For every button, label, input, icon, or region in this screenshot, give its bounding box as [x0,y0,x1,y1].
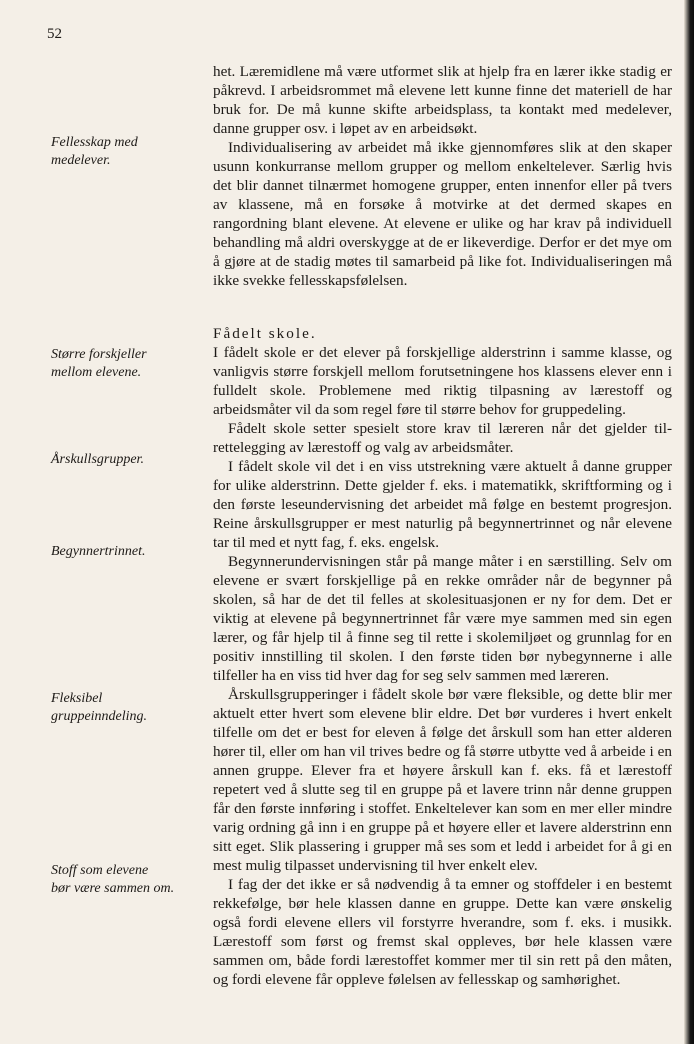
margin-note-stoff [51,862,201,898]
paragraph: I fådelt skole vil det i en viss utstrekning være aktuelt å danne grupper for ulike alderstrinn. Dette gjelder f. eks. i matematikk, skriftforming og i den første leseundervisning det arbeidet må følge en bestemt progresjon. Reine årskullsgrupper er mest naturlig på begynnertrinnet og når elevene tar til med et nytt fag, f. eks. engelsk. [213,458,672,551]
paragraph: het. Læremidlene må være utformet slik at hjelp fra en lærer ikke stadig er påkrevd. I arbeidsrommet må elevene lett kunne finne det materiell de har bruk for. De må kunne skifte arbeidsplass, ta kontakt med medelever, danne grupper osv. i løpet av en arbeidsøkt. [213,63,672,137]
paragraph: Fådelt skole setter spesielt store krav til læreren når det gjelder tilrettelegging av lærestoff og valg av arbeidsmåter. [213,420,672,456]
margin-note-fleksibel [51,690,201,726]
margin-note-line: Fellesskap med [51,135,138,150]
page-number: 52 [47,26,62,42]
section-heading: Fådelt skole. [213,325,317,342]
paragraph: Individualisering av arbeidet må ikke gjennomføres slik at den skaper usunn konkurranse mellom grupper og mellom enkeltelever. Særlig hvis det blir dannet tilnærmet homogene grupper, enten innenfor eller på tvers av klassene, må en forsøke å motvirke at det dermed skapes en rangordning blant elevene. At elevene er ulike og har krav på individuell behandling må aldri overskygge at de er likeverdige. Derfor er det mye om å gjøre at de stadig møtes til samarbeid på like fot. Individualiseringen må ikke svekke fellesskapsfølelsen. [213,139,672,289]
margin-note-line: mellom elevene. [51,365,142,380]
paragraph: Begynnerundervisningen står på mange måter i en særstilling. Selv om elevene er svært forskjellige på en rekke områder når de begynner på skolen, så har de det til felles at skolesituasjonen er ny for dem. Det er viktig at elevene på begynnertrinnet får være mye sammen med sin egen lærer, og får hjelp til å finne seg til rette i skolemiljøet og grunnlag for en positiv innstilling til skolen. I den første tiden bør nybegynnerne i alle tilfeller ha en viss tid hver dag for seg selv sammen med læreren. [213,553,672,684]
margin-note-line: medelever. [51,153,111,168]
margin-note-line: Stoff som elevene [51,863,149,878]
margin-note-fellesskap [51,134,201,170]
margin-note-line: gruppeinndeling. [51,709,148,724]
text-block-fadelt-skole [213,324,672,989]
paragraph: I fag der det ikke er så nødvendig å ta emner og stoffdeler i en bestemt rekkefølge, bør hele klassen danne en gruppe. Dette kan være ønskelig også fordi elevene ellers vil forstyrre hverandre, som f. eks. i musikk. Lærestoff som først og fremst skal oppleves, bør hele klassen være sammen om, både fordi lærestoffet kommer mer til sin rett på den måten, og fordi elevene får oppleve følelsen av fellesskap og samhørighet. [213,876,672,988]
page-edge [684,0,694,1044]
margin-note-forskjeller [51,346,201,382]
margin-note-line: Begynnertrinnet. [51,544,146,559]
margin-note-line: Årskullsgrupper. [51,452,144,467]
paragraph: I fådelt skole er det elever på forskjellige alderstrinn i samme klasse, og vanligvis større forskjell mellom forutsetningene hos klassens elever enn i fulldelt skole. Problemene med riktig tilpasning av lærestoff og arbeidsmåter vil da som regel føre til større behov for gruppedeling. [213,344,672,418]
margin-note-arskullsgrupper [51,451,201,469]
margin-note-begynnertrinnet [51,543,201,561]
margin-note-line: Større forskjeller [51,347,147,362]
margin-note-line: bør være sammen om. [51,881,175,896]
paragraph: Årskullsgrupperinger i fådelt skole bør være fleksible, og dette blir mer aktuelt etter hvert som elevene blir eldre. Det bør vurderes i hvert enkelt tilfelle om det er best for eleven å følge det årskull som han etter alderen hører til, eller om han vil trives bedre og få større utbytte ved å arbeide i en annen gruppe. Elever fra et høyere årskull kan f. eks. få et lærestoff repetert ved å slutte seg til en gruppe på et lavere trinn når denne gruppen får den første innføring i stoffet. Enkeltelever kan som en mer eller mindre varig ordning gå inn i en gruppe på et høyere eller et lavere alderstrinn enn sitt eget. Slik plassering i grupper må ses som et ledd i arbeidet for å gi en mest mulig tilpasset undervisning til hver enkelt elev. [213,686,672,874]
text-block-individualisering [213,62,672,290]
margin-note-line: Fleksibel [51,691,103,706]
